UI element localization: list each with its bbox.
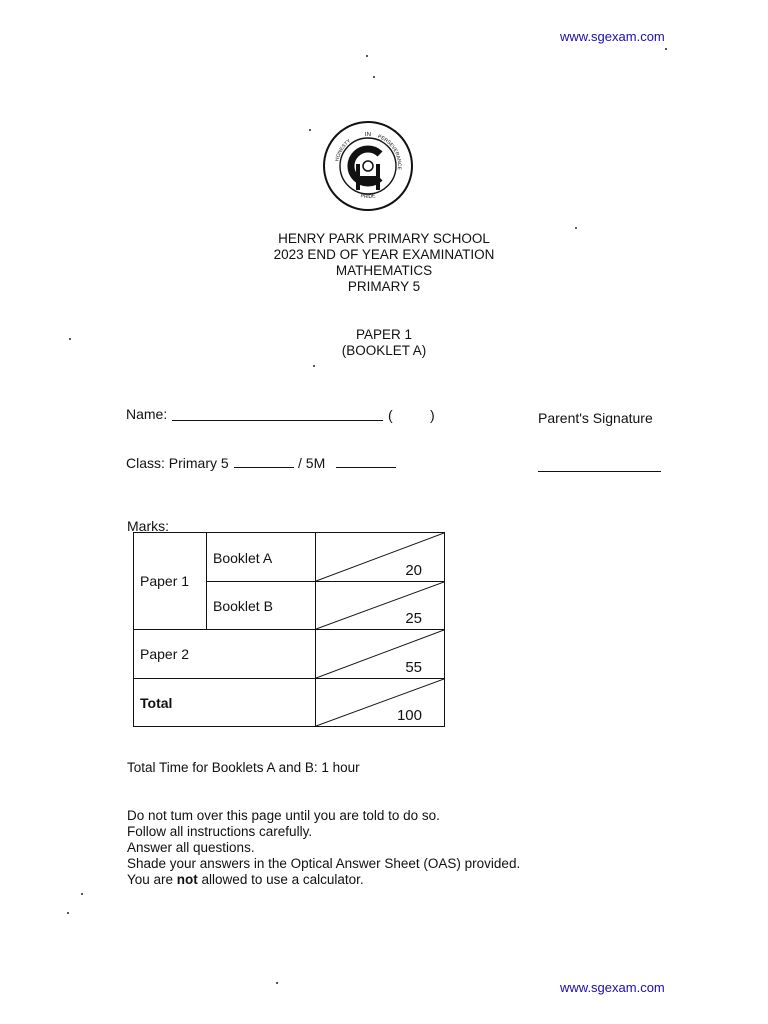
scan-speck <box>276 982 278 984</box>
scan-speck <box>665 48 667 50</box>
instruction-line: Do not tum over this page until you are told to do so. <box>127 808 440 823</box>
svg-text:IN <box>365 132 371 138</box>
marks-table <box>133 532 445 727</box>
booklet-b-max: 25 <box>405 610 422 627</box>
paper-title: PAPER 1 <box>355 327 413 342</box>
parent-signature-label: Parent's Signature <box>538 410 653 426</box>
scan-speck <box>575 227 577 229</box>
instruction-emphasis: not <box>176 872 198 887</box>
exam-title: 2023 END OF YEAR EXAMINATION <box>273 247 495 262</box>
name-field-line[interactable] <box>172 420 383 421</box>
booklet-a-score-cell[interactable] <box>316 533 445 582</box>
instruction-line <box>127 872 520 888</box>
booklet-a-cell <box>207 533 316 582</box>
total-label: Total <box>140 694 173 711</box>
paper2-label: Paper 2 <box>140 646 190 662</box>
index-close-bracket: ) <box>430 407 435 423</box>
scan-speck <box>81 893 83 895</box>
subject-title: MATHEMATICS <box>335 263 433 278</box>
instructions-block <box>127 808 520 888</box>
instruction-line: Shade your answers in the Optical Answer Sheet (OAS) provided. <box>127 856 521 871</box>
diagonal-slash <box>316 630 444 679</box>
diagonal-slash <box>316 533 444 582</box>
crest-motto-right: PERSEVERANCE <box>376 133 403 171</box>
paper2-cell <box>134 630 316 679</box>
paper2-max: 55 <box>405 659 422 676</box>
total-cell <box>134 679 316 727</box>
scan-speck <box>313 365 315 367</box>
scan-speck <box>67 912 69 914</box>
marks-label: Marks: <box>127 518 169 534</box>
school-name: HENRY PARK PRIMARY SCHOOL <box>278 231 490 246</box>
diagonal-slash <box>316 679 444 727</box>
time-note: Total Time for Booklets A and B: 1 hour <box>127 760 360 775</box>
booklet-b-score-cell[interactable] <box>316 582 445 630</box>
header-link[interactable]: www.sgexam.com <box>560 29 665 44</box>
diagonal-slash <box>316 582 444 630</box>
class-second-label: / 5M <box>298 455 326 471</box>
school-crest-logo <box>322 120 414 212</box>
booklet-title: (BOOKLET A) <box>341 343 427 358</box>
total-max: 100 <box>396 707 422 724</box>
booklet-a-max: 20 <box>405 562 422 579</box>
svg-text:PRIDE <box>360 193 377 200</box>
scan-speck <box>309 129 311 131</box>
booklet-a-label: Booklet A <box>213 550 273 566</box>
name-label: Name: <box>126 406 168 422</box>
instruction-line: Follow all instructions carefully. <box>127 824 313 839</box>
footer-link[interactable]: www.sgexam.com <box>560 980 665 995</box>
instruction-text: You are <box>127 872 177 887</box>
paper1-cell <box>134 533 207 630</box>
parent-signature-line[interactable] <box>538 471 661 472</box>
booklet-b-cell <box>207 582 316 630</box>
level-title: PRIMARY 5 <box>347 279 421 294</box>
crest-motto-left: HONESTY <box>334 138 353 162</box>
paper1-label: Paper 1 <box>140 573 190 589</box>
class-second-field-line[interactable] <box>336 467 396 468</box>
instruction-line: Answer all questions. <box>127 840 255 855</box>
scan-speck <box>366 55 368 57</box>
crest-motto-top: IN <box>364 131 372 139</box>
class-field-line[interactable] <box>234 467 294 468</box>
crest-motto-bottom: PRIDE <box>360 193 376 201</box>
class-label: Class: Primary 5 <box>126 455 229 471</box>
scan-speck <box>373 76 375 78</box>
booklet-b-label: Booklet B <box>213 598 273 614</box>
total-score-cell[interactable] <box>316 679 445 727</box>
paper2-score-cell[interactable] <box>316 630 445 679</box>
instruction-text: allowed to use a calculator. <box>197 872 364 887</box>
index-open-bracket: ( <box>388 407 393 423</box>
